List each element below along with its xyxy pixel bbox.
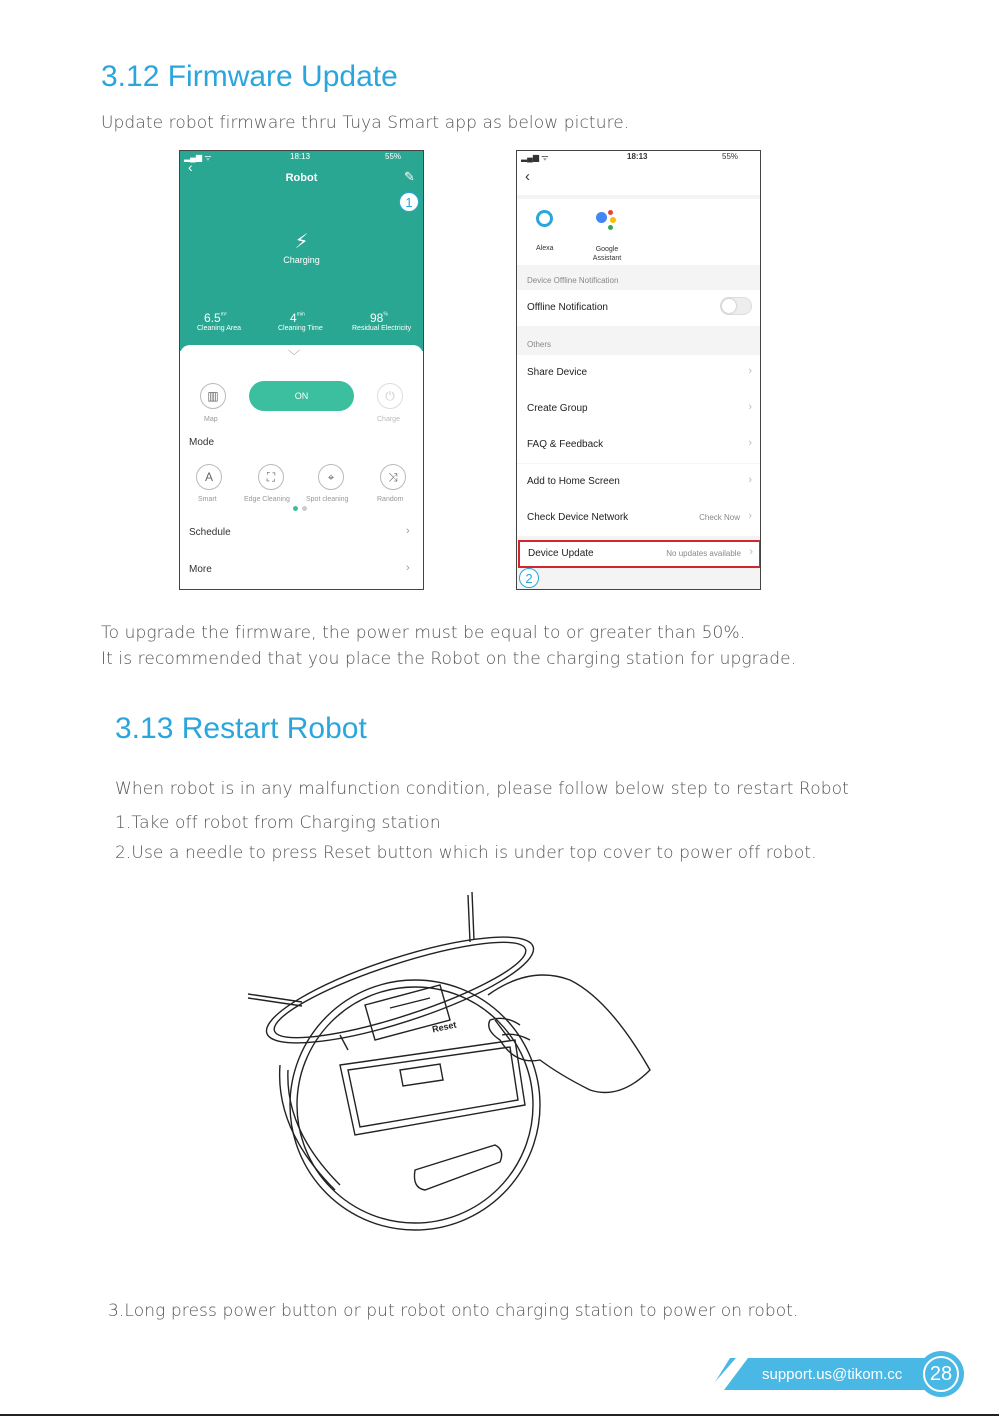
- robot-reset-illustration: [240, 890, 660, 1235]
- chevron-right-icon: ›: [748, 437, 752, 449]
- robot-title: Robot: [285, 172, 318, 184]
- check-network-row[interactable]: [517, 500, 760, 536]
- chevron-right-icon: ›: [749, 546, 753, 558]
- page-number: 28: [923, 1356, 959, 1392]
- offline-section: Device Offline Notification: [517, 269, 760, 289]
- more-row[interactable]: More: [189, 564, 212, 575]
- restart-step-3: 3.Long press power button or put robot onto charging station to power on robot.: [108, 1301, 799, 1321]
- signal-icon: ▂▄▆ ᯤ: [521, 153, 549, 162]
- offline-toggle[interactable]: [720, 297, 752, 315]
- add-home-screen-row[interactable]: [517, 464, 760, 500]
- firmware-note-1: To upgrade the firmware, the power must be equal to or greater than 50%.: [101, 623, 746, 643]
- edit-icon[interactable]: ✎: [404, 169, 415, 184]
- reset-label: Reset: [431, 1019, 458, 1035]
- lightning-icon: ⚡: [294, 231, 309, 253]
- status-time: 18:13: [290, 152, 311, 161]
- section-title-firmware: 3.12 Firmware Update: [101, 60, 398, 93]
- google-assistant-icon[interactable]: [596, 212, 607, 223]
- map-label: Map: [204, 416, 218, 423]
- chevron-right-icon: ›: [748, 401, 752, 413]
- update-status: No updates available: [666, 549, 741, 558]
- status-time: 18:13: [627, 152, 648, 161]
- charge-icon[interactable]: ⏻: [377, 383, 403, 409]
- alexa-icon[interactable]: [536, 210, 553, 227]
- assistant-panel: [517, 199, 760, 265]
- on-button[interactable]: ON: [249, 381, 354, 411]
- support-email[interactable]: support.us@tikom.cc: [762, 1366, 903, 1383]
- random-icon[interactable]: ⤨: [380, 464, 406, 490]
- stat-residual: 98%: [370, 311, 388, 325]
- spot-cleaning-icon[interactable]: ⌖: [318, 464, 344, 490]
- row-label: Device Update: [528, 548, 594, 559]
- back-icon[interactable]: ‹: [525, 168, 530, 185]
- page-dot: [302, 506, 307, 511]
- map-icon[interactable]: ▥: [200, 383, 226, 409]
- mode-label: Mode: [189, 437, 215, 448]
- step-badge-2: 2: [519, 568, 539, 588]
- robot-app-screenshot: [179, 150, 424, 590]
- row-label: Share Device: [527, 367, 588, 378]
- faq-feedback-row[interactable]: [517, 427, 760, 463]
- schedule-row[interactable]: Schedule: [189, 527, 231, 538]
- row-label: FAQ & Feedback: [527, 439, 604, 450]
- chevron-down-icon[interactable]: ﹀: [288, 349, 301, 363]
- smart-mode-icon[interactable]: A: [196, 464, 222, 490]
- firmware-note-2: It is recommended that you place the Robot on the charging station for upgrade.: [101, 649, 797, 669]
- restart-step-2: 2.Use a needle to press Reset button which is under top cover to power off robot.: [115, 843, 817, 863]
- others-section: Others: [517, 331, 760, 355]
- step-badge-1: 1: [399, 192, 419, 212]
- restart-intro: When robot is in any malfunction condition, please follow below step to restart Robot: [115, 779, 849, 799]
- google-dot-yellow: [610, 217, 616, 223]
- mode-random-label: Random: [377, 496, 404, 503]
- offline-label: Offline Notification: [527, 302, 608, 313]
- google-label: Google Assistant: [592, 246, 622, 262]
- chevron-right-icon: ›: [406, 525, 410, 537]
- row-label: Add to Home Screen: [527, 476, 620, 487]
- share-device-row[interactable]: [517, 355, 760, 391]
- chevron-right-icon: ›: [748, 510, 752, 522]
- firmware-intro: Update robot firmware thru Tuya Smart app as below picture.: [101, 113, 630, 133]
- status-battery: 55%: [722, 152, 739, 161]
- google-dot-green: [608, 225, 613, 230]
- edge-cleaning-icon[interactable]: ⛶: [258, 464, 284, 490]
- alexa-label: Alexa: [536, 245, 554, 252]
- charging-status: Charging: [283, 255, 320, 265]
- offline-notification-row: [517, 290, 760, 326]
- status-battery: 55%: [385, 152, 402, 161]
- section-title-restart: 3.13 Restart Robot: [115, 712, 367, 745]
- row-label: Create Group: [527, 403, 588, 414]
- mode-spot-label: Spot cleaning: [306, 496, 349, 503]
- chevron-right-icon: ›: [748, 474, 752, 486]
- google-dot-red: [608, 210, 613, 215]
- mode-smart-label: Smart: [198, 496, 217, 503]
- stat-cleaning-area-label: Cleaning Area: [197, 325, 241, 332]
- stat-cleaning-time-label: Cleaning Time: [278, 325, 323, 332]
- chevron-right-icon: ›: [748, 365, 752, 377]
- create-group-row[interactable]: [517, 391, 760, 427]
- stat-cleaning-time: $4^{min}$: [290, 311, 305, 325]
- charge-label: Charge: [377, 416, 400, 423]
- page-number-badge: [918, 1351, 964, 1397]
- mode-edge-label: Edge Cleaning: [244, 496, 290, 503]
- stat-residual-label: Residual Electricity: [352, 325, 412, 332]
- restart-step-1: 1.Take off robot from Charging station: [115, 813, 441, 833]
- bottom-rule: [0, 1414, 999, 1416]
- page-dot-active: [293, 506, 298, 511]
- device-update-row[interactable]: [518, 540, 761, 568]
- check-now-link[interactable]: Check Now: [699, 513, 740, 522]
- settings-app-screenshot: [516, 150, 761, 590]
- chevron-right-icon: ›: [406, 562, 410, 574]
- row-label: Check Device Network: [527, 512, 629, 523]
- signal-icon: ▂▄▆ ᯤ: [184, 153, 212, 162]
- back-icon[interactable]: ‹: [188, 159, 193, 175]
- stat-cleaning-area: $6.5^{m^2}$: [204, 311, 227, 325]
